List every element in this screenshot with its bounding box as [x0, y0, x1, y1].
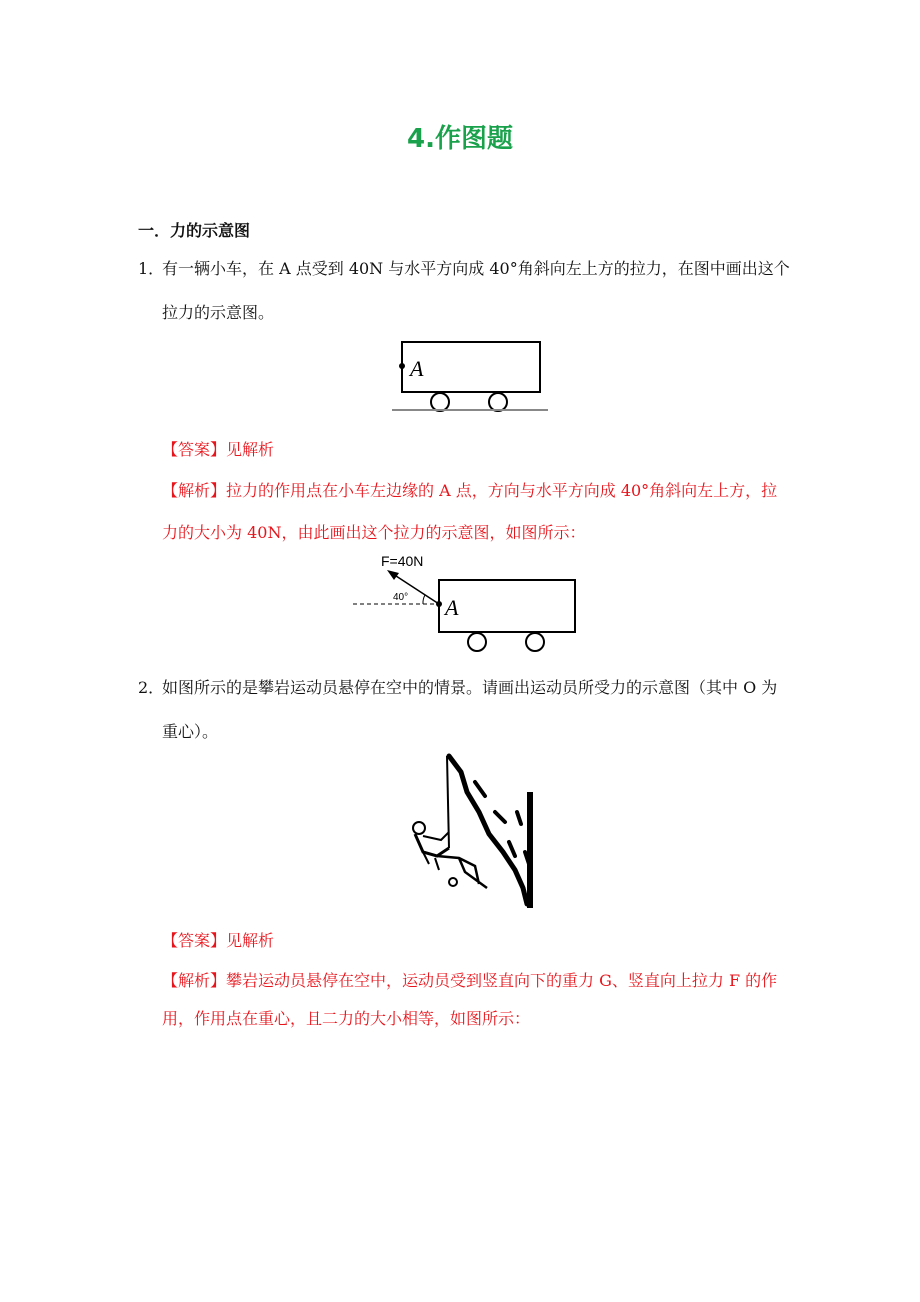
analysis-2-line2: 用，作用点在重心，且二力的大小相等，如图所示：: [162, 1009, 531, 1028]
point-a-dot: [399, 363, 405, 369]
cart-figure: [390, 336, 550, 414]
cart-wheel: [526, 633, 544, 651]
force-label: F=40N: [381, 553, 424, 569]
point-a-dot: [436, 601, 442, 607]
climber-arm: [423, 832, 449, 840]
question-1-line1: 1．有一辆小车，在 A 点受到 40N 与水平方向成 40°角斜向左上方的拉力，在图中画出这个: [138, 259, 790, 278]
cliff-wall: [527, 792, 533, 908]
analysis-1-line2: 力的大小为 40N，由此画出这个拉力的示意图，如图所示：: [162, 523, 586, 542]
question-number: 1．: [138, 259, 165, 278]
angle-label: 40°: [393, 592, 409, 603]
cliff-edge: [449, 756, 527, 904]
analysis-1-line1: 【解析】拉力的作用点在小车左边缘的 A 点，方向与水平方向成 40°角斜向左上方，拉: [162, 481, 778, 500]
cart-wheel: [468, 633, 486, 651]
question-2-line1: 2．如图所示的是攀岩运动员悬停在空中的情景。请画出运动员所受力的示意图（其中 O 为: [138, 678, 778, 697]
point-a-label: A: [445, 595, 459, 620]
angle-arc: [423, 595, 425, 604]
cart-force-figure: [345, 550, 585, 656]
point-a-label: A: [410, 356, 424, 381]
cart-wheel: [489, 393, 507, 411]
climber-legs: [437, 856, 487, 888]
section-heading: 一．力的示意图: [138, 221, 251, 240]
climber-head: [413, 822, 425, 834]
question-1-line2: 拉力的示意图。: [162, 303, 275, 322]
carabiner: [449, 878, 457, 886]
question-number: 2．: [138, 678, 165, 697]
answer-2: 【答案】见解析: [162, 931, 275, 950]
force-arrowhead: [387, 570, 399, 580]
page-title: 4.作图题: [407, 124, 513, 154]
cart-wheel: [431, 393, 449, 411]
rock-climber-figure: [405, 752, 535, 908]
question-2-line2: 重心）。: [162, 722, 219, 741]
cart-body: [439, 580, 575, 632]
analysis-2-line1: 【解析】攀岩运动员悬停在空中，运动员受到竖直向下的重力 G、竖直向上拉力 F 的作: [162, 971, 778, 990]
answer-1: 【答案】见解析: [162, 440, 275, 459]
